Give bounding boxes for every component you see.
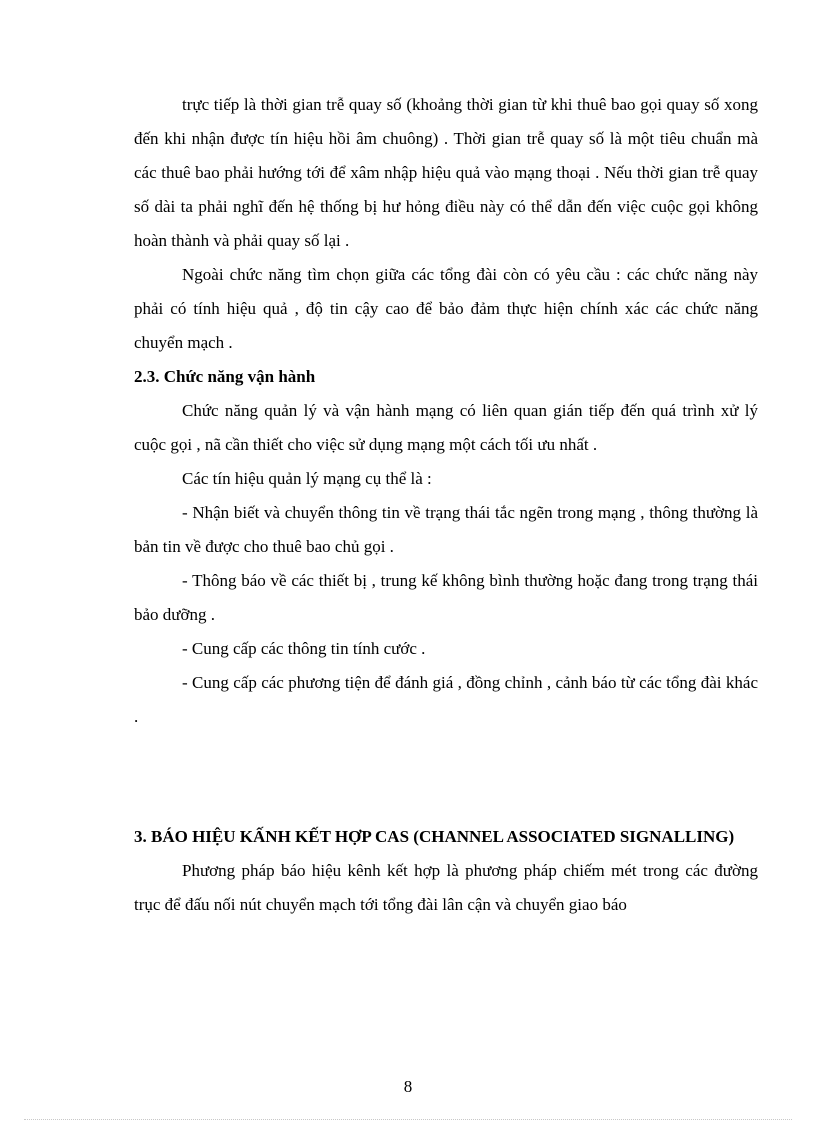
list-item-equipment-status: - Thông báo về các thiết bị , trung kế không bình thường hoặc đang trong trạng thái bảo dưỡng . [134, 571, 758, 624]
paragraph-management-signals: Các tín hiệu quản lý mạng cụ thể là : [182, 469, 432, 488]
paragraph-dial-delay: trực tiếp là thời gian trễ quay số (khoảng thời gian từ khi thuê bao gọi quay số xong đến khi nhận được tín hiệu hồi âm chuông) . Thời gian trễ quay số là một tiêu chuẩn mà các thuê bao phải hướng tới để xâm nhập hiệu quả vào mạng thoại . Nếu thời gian trễ quay số dài ta phải nghĩ đến hệ thống bị hư hỏng điều này có thể dẫn đến việc cuộc gọi không hoàn thành và phải quay số lại . [134, 95, 758, 250]
page-number: 8 [403, 1077, 413, 1096]
section-spacer [134, 734, 758, 820]
paragraph-operation-function: Chức năng quản lý và vận hành mạng có liên quan gián tiếp đến quá trình xử lý cuộc gọi , nã cần thiết cho việc sử dụng mạng một cách tối ưu nhất . [134, 401, 758, 454]
paragraph-switching-requirements: Ngoài chức năng tìm chọn giữa các tổng đài còn có yêu cầu : các chức năng này phải có tính hiệu quả , độ tin cậy cao để bảo đảm thực hiện chính xác các chức năng chuyển mạch . [134, 265, 758, 352]
list-item-billing: - Cung cấp các thông tin tính cước . [182, 639, 426, 658]
paragraph-cas-method: Phương pháp báo hiệu kênh kết hợp là phương pháp chiếm mét trong các đường trục để đấu nối nút chuyển mạch tới tổng đài lân cận và chuyển giao báo [134, 861, 758, 914]
section-heading-2-3: 2.3. Chức năng vận hành [134, 367, 316, 386]
page-content [134, 88, 758, 922]
list-item-congestion: - Nhận biết và chuyển thông tin về trạng thái tắc ngẽn trong mạng , thông thường là bản tin về được cho thuê bao chủ gọi . [134, 503, 758, 556]
page-bottom-divider [24, 1119, 792, 1120]
section-heading-3: 3. BÁO HIỆU KẤNH KẾT HỢP CAS (CHANNEL ASSOCIATED SIGNALLING) [134, 827, 735, 846]
list-item-evaluation: - Cung cấp các phương tiện để đánh giá , đồng chỉnh , cảnh báo từ các tổng đài khác . [134, 673, 758, 726]
